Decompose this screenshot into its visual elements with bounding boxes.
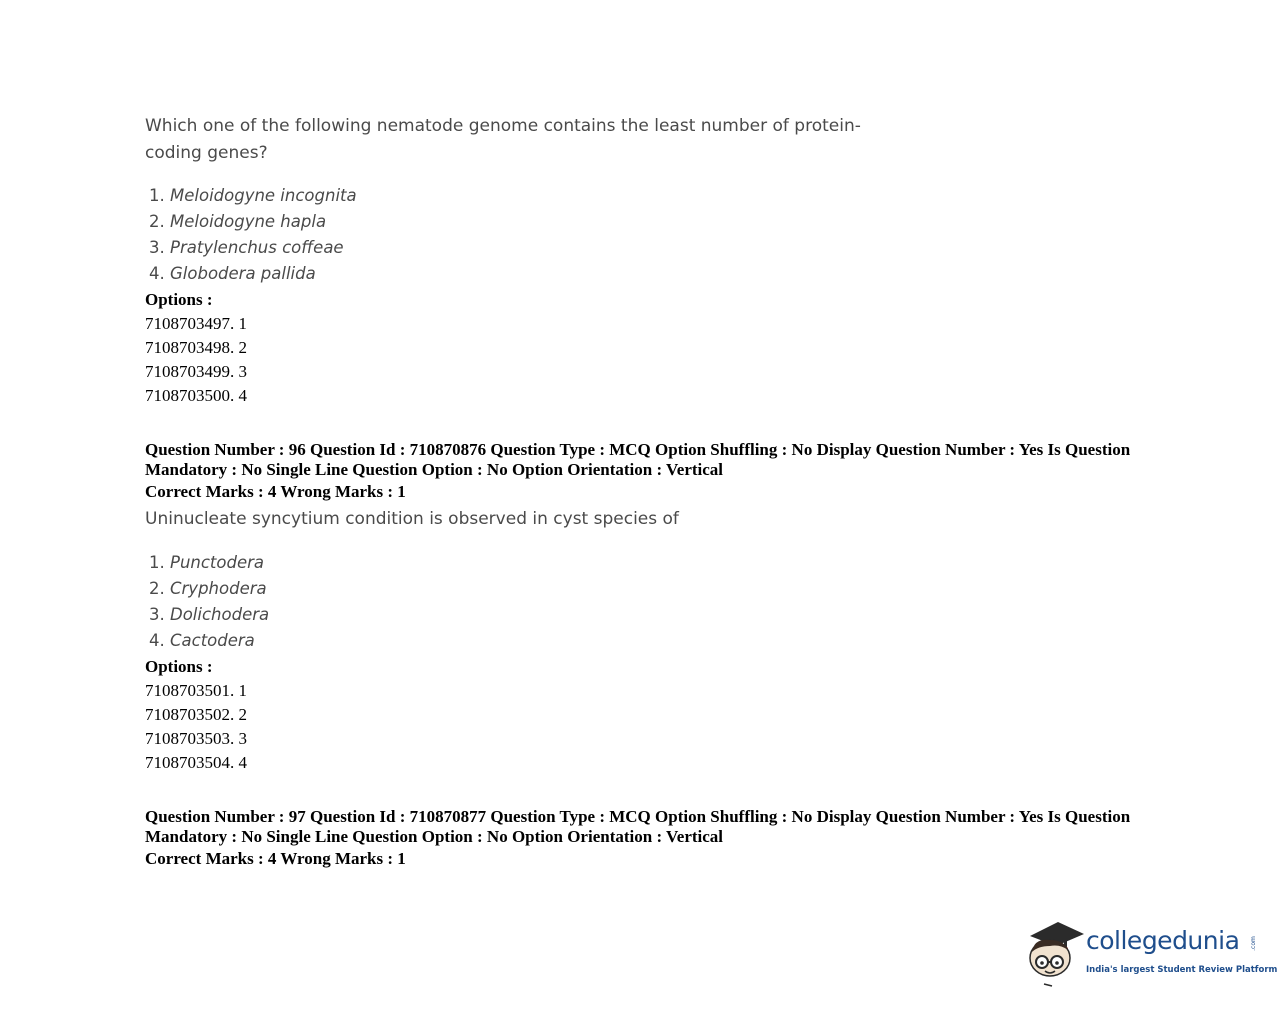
question-96-marks: Correct Marks : 4 Wrong Marks : 1 bbox=[145, 482, 406, 501]
choice-item: 2. Meloidogyne hapla bbox=[149, 212, 327, 231]
option-item: 7108703497. 1 bbox=[145, 314, 247, 333]
question-95-options bbox=[145, 312, 247, 408]
choice-item: 1. Punctodera bbox=[149, 553, 265, 572]
question-96-text: Uninucleate syncytium condition is observed in cyst species of bbox=[145, 509, 679, 529]
choice-item: 2. Cryphodera bbox=[149, 579, 267, 598]
choice-item: 4. Globodera pallida bbox=[149, 264, 316, 283]
logo-com: .com bbox=[1249, 936, 1257, 951]
question-96-choices bbox=[149, 550, 269, 654]
option-item: 7108703500. 4 bbox=[145, 386, 247, 405]
option-item: 7108703502. 2 bbox=[145, 705, 247, 724]
question-95-text: Which one of the following nematode genome contains the least number of protein-coding genes? bbox=[145, 116, 861, 163]
question-97-meta: Question Number : 97 Question Id : 710870877 Question Type : MCQ Option Shuffling : No Display Question Number : Yes Is Question Mandatory : No Single Line Question Option : No Option Orientation : Vertical bbox=[145, 807, 1131, 846]
choice-item: 4. Cactodera bbox=[149, 631, 255, 650]
question-97-marks: Correct Marks : 4 Wrong Marks : 1 bbox=[145, 849, 406, 868]
option-item: 7108703504. 4 bbox=[145, 753, 247, 772]
choice-item: 3. Pratylenchus coffeae bbox=[149, 238, 344, 257]
choice-item: 3. Dolichodera bbox=[149, 605, 270, 624]
question-96-meta: Question Number : 96 Question Id : 710870876 Question Type : MCQ Option Shuffling : No Display Question Number : Yes Is Question Mandatory : No Single Line Question Option : No Option Orientation : Vertical bbox=[145, 440, 1131, 479]
options-heading: Options : bbox=[145, 657, 213, 676]
option-item: 7108703503. 3 bbox=[145, 729, 247, 748]
option-item: 7108703498. 2 bbox=[145, 338, 247, 357]
collegedunia-logo bbox=[1024, 918, 1278, 990]
logo-tagline: India's largest Student Review Platform bbox=[1086, 965, 1278, 975]
logo-wordmark: collegedunia bbox=[1086, 926, 1240, 955]
mascot-icon bbox=[1024, 918, 1086, 990]
choice-item: 1. Meloidogyne incognita bbox=[149, 186, 357, 205]
option-item: 7108703501. 1 bbox=[145, 681, 247, 700]
question-96-options bbox=[145, 679, 247, 775]
options-heading: Options : bbox=[145, 290, 213, 309]
option-item: 7108703499. 3 bbox=[145, 362, 247, 381]
question-95-choices bbox=[149, 183, 357, 287]
